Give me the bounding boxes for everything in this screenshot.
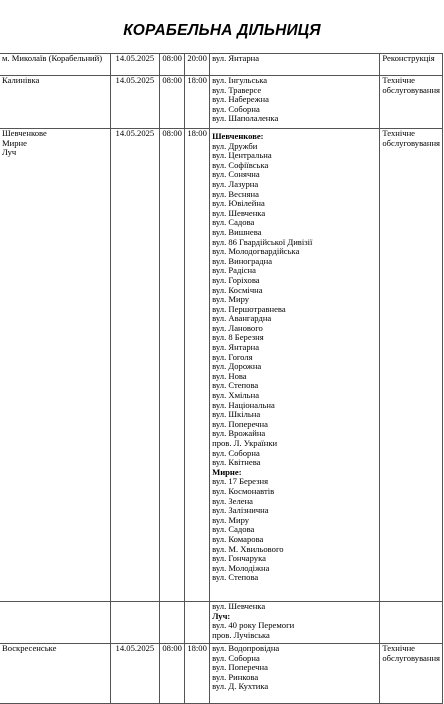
street-item: вул. Поперечна bbox=[212, 662, 268, 673]
streets-cell bbox=[210, 129, 380, 602]
street-item: вул. Шевченка bbox=[212, 601, 266, 611]
work-type-cell: Технічне обслуговування bbox=[380, 76, 443, 129]
street-item: вул. Залізнична bbox=[212, 505, 269, 516]
table-row bbox=[0, 129, 443, 602]
street-item: вул. Нова bbox=[212, 370, 247, 381]
street-item: вул. Виноградна bbox=[212, 255, 273, 266]
settlement-line: Мирне bbox=[2, 137, 27, 148]
date-cell: 14.05.2025 bbox=[110, 644, 160, 704]
street-item: вул. Молодогвардійська bbox=[212, 246, 300, 257]
time-from-cell bbox=[160, 602, 185, 644]
settlement-line: Шевченкове bbox=[2, 128, 47, 138]
street-item: вул. М. Хвильового bbox=[212, 543, 284, 554]
time-from-cell: 08:00 bbox=[160, 76, 185, 129]
street-item: вул. Авангардна bbox=[212, 313, 272, 324]
time-to-cell bbox=[185, 602, 210, 644]
street-item: вул. Набережна bbox=[212, 94, 269, 105]
street-item: вул. Дружби bbox=[212, 140, 258, 151]
settlement-cell: Калинівка bbox=[0, 76, 110, 129]
street-item: вул. Водопровідна bbox=[212, 643, 280, 653]
table-row bbox=[0, 54, 443, 76]
street-item: вул. 17 Березня bbox=[212, 476, 269, 487]
streets-cell bbox=[210, 602, 380, 644]
street-item: вул. 40 року Перемоги bbox=[212, 620, 295, 631]
street-item: пров. Л. Українки bbox=[212, 438, 278, 448]
street-item: вул. Траверсе bbox=[212, 84, 262, 95]
time-to-cell: 18:00 bbox=[185, 129, 210, 602]
street-item: вул. Садова bbox=[212, 524, 255, 535]
street-item: вул. Радісна bbox=[212, 265, 256, 276]
street-item: вул. Космонавтів bbox=[212, 485, 275, 496]
streets-cell: вул. Янтарна bbox=[210, 54, 380, 76]
street-item: вул. Шаполаленка bbox=[212, 113, 279, 124]
street-item: вул. Молодіжна bbox=[212, 562, 270, 573]
work-type-cell: Технічне обслуговування bbox=[380, 129, 443, 602]
schedule-table bbox=[0, 53, 443, 704]
date-cell: 14.05.2025 bbox=[110, 129, 160, 602]
street-item: вул. Гончарука bbox=[212, 553, 266, 564]
time-to-cell: 20:00 bbox=[185, 54, 210, 76]
street-item: вул. Софіївська bbox=[212, 159, 269, 170]
street-item: вул. Інгульська bbox=[212, 75, 268, 85]
streets-cell bbox=[210, 644, 380, 704]
street-item: вул. Лазурна bbox=[212, 178, 259, 189]
work-type-cell: Технічне обслуговування bbox=[380, 644, 443, 704]
settlement-cell: Воскресенське bbox=[0, 644, 110, 704]
settlement-cell bbox=[0, 602, 110, 644]
table-row bbox=[0, 76, 443, 129]
street-item: вул. Садова bbox=[212, 217, 255, 228]
street-item: вул. Соборна bbox=[212, 652, 260, 663]
street-item: вул. Квітнева bbox=[212, 457, 261, 468]
street-item: вул. Сонячна bbox=[212, 169, 260, 180]
street-item: вул. Центральна bbox=[212, 150, 272, 161]
street-item: вул. Першотравнева bbox=[212, 303, 286, 314]
street-item: вул. Шкільна bbox=[212, 409, 261, 420]
street-item: вул. Соборна bbox=[212, 103, 260, 114]
time-to-cell: 18:00 bbox=[185, 644, 210, 704]
time-from-cell: 08:00 bbox=[160, 54, 185, 76]
street-item: вул. Комарова bbox=[212, 533, 264, 544]
street-item: вул. Степова bbox=[212, 572, 259, 583]
street-item: вул. Степова bbox=[212, 380, 259, 391]
street-item: вул. Поперечна bbox=[212, 418, 268, 429]
street-item: вул. 8 Березня bbox=[212, 332, 264, 343]
street-item: вул. Шевченка bbox=[212, 207, 266, 218]
street-item: вул. Янтарна bbox=[212, 342, 260, 353]
street-item: вул. Ювілейна bbox=[212, 198, 265, 209]
work-type-cell bbox=[380, 602, 443, 644]
street-item: вул. Врожайна bbox=[212, 428, 266, 439]
time-from-cell: 08:00 bbox=[160, 644, 185, 704]
table-row bbox=[0, 644, 443, 704]
street-item: вул. Космічна bbox=[212, 284, 263, 295]
street-item: вул. Горіхова bbox=[212, 274, 260, 285]
date-cell: 14.05.2025 bbox=[110, 76, 160, 129]
street-item: вул. Ринкова bbox=[212, 671, 259, 682]
street-item: вул. Миру bbox=[212, 514, 250, 525]
street-item: вул. Д. Кухтика bbox=[212, 681, 269, 692]
group-label: Шевченкове: bbox=[212, 131, 264, 141]
street-item: вул. Дорожна bbox=[212, 361, 262, 372]
streets-cell bbox=[210, 76, 380, 129]
settlement-cell: м. Миколаїв (Корабельний) bbox=[0, 54, 110, 76]
street-item: вул. Соборна bbox=[212, 447, 260, 458]
settlement-line: Луч bbox=[2, 147, 17, 158]
street-item: вул. Хмільна bbox=[212, 390, 260, 401]
settlement-cell bbox=[0, 129, 110, 602]
street-item: вул. Зелена bbox=[212, 495, 253, 506]
street-item: вул. Ланового bbox=[212, 322, 263, 333]
date-cell bbox=[110, 602, 160, 644]
group-label: Мирне: bbox=[212, 466, 242, 477]
work-type-cell: Реконструкція bbox=[380, 54, 443, 76]
street-item: вул. 86 Гвардійської Дивізії bbox=[212, 236, 313, 247]
page-title: КОРАБЕЛЬНА ДІЛЬНИЦЯ bbox=[123, 22, 321, 39]
street-item: вул. Весняна bbox=[212, 188, 259, 199]
time-from-cell: 08:00 bbox=[160, 129, 185, 602]
street-item: пров. Лучівська bbox=[212, 629, 270, 640]
street-item: вул. Миру bbox=[212, 294, 250, 305]
table-row bbox=[0, 602, 443, 644]
street-item: вул. Національна bbox=[212, 399, 275, 410]
time-to-cell: 18:00 bbox=[185, 76, 210, 129]
street-item: вул. Гоголя bbox=[212, 351, 253, 362]
date-cell: 14.05.2025 bbox=[110, 54, 160, 76]
street-item: вул. Вишнева bbox=[212, 226, 262, 237]
group-label: Луч: bbox=[212, 610, 231, 621]
